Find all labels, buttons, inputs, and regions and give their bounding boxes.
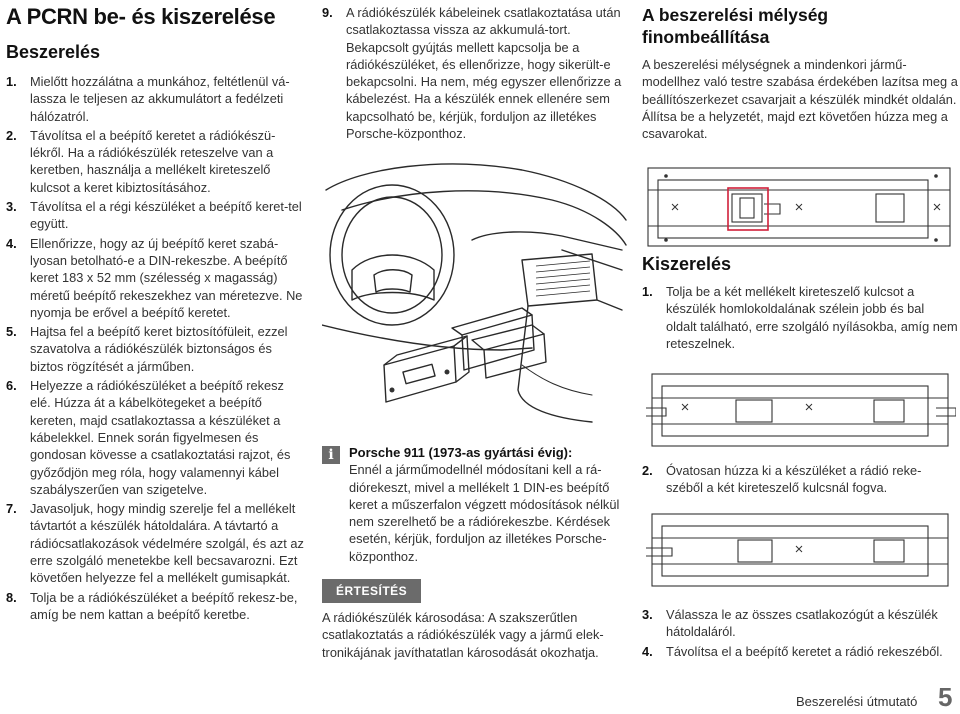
wire-bundle bbox=[522, 365, 592, 395]
step-number: 3. bbox=[6, 199, 17, 215]
info-box bbox=[322, 444, 630, 565]
removal-step bbox=[642, 283, 958, 352]
depth-adjust-diagram bbox=[646, 160, 956, 252]
install-step bbox=[6, 235, 306, 321]
frame-inner bbox=[658, 180, 928, 238]
depth-text: A beszerelési mélységnek a mindenkori jármű-modellhez való testre szabása érdekében lazítsa meg a beállítószerkezet csavarjait a készülék mindkét oldalán. Állítsa be a helyzetét, majd ezt követően húzza meg a csavarokat. bbox=[642, 57, 958, 142]
screw-marks bbox=[796, 546, 802, 552]
dashboard-illustration bbox=[322, 150, 628, 430]
info-icon: i bbox=[322, 446, 340, 464]
step-text: Távolítsa el a beépítő keretet a rádió rekeszéből. bbox=[666, 643, 943, 659]
step-number: 4. bbox=[6, 235, 17, 251]
screw-marks bbox=[682, 404, 812, 410]
step-number: 4. bbox=[642, 643, 653, 659]
step-text: Válassza le az összes csatlakozógút a készülék hátoldaláról. bbox=[666, 607, 938, 640]
hinge bbox=[764, 204, 780, 214]
radio-unit bbox=[384, 346, 456, 402]
install-step bbox=[6, 73, 306, 125]
install-step bbox=[6, 377, 306, 498]
right-block bbox=[876, 194, 904, 222]
device-inner bbox=[662, 386, 928, 436]
step-number: 6. bbox=[6, 378, 17, 394]
install-steps bbox=[6, 73, 306, 623]
step-number: 8. bbox=[6, 589, 17, 605]
removal-steps bbox=[642, 283, 958, 352]
install-step bbox=[322, 4, 630, 142]
pull-key bbox=[646, 548, 672, 556]
console-edge bbox=[518, 306, 592, 422]
step-text: Ellenőrizze, hogy az új beépítő keret szabá-lyosan betolható-e a DIN-rekeszbe. A beépítő keret 183 x 52 mm (szélesség x magasság) méretű beépítő rekeszekhez van méretezve. Ne nyomja be erővel a beépítő keretet. bbox=[30, 235, 303, 320]
removal-steps-3-4 bbox=[642, 606, 958, 662]
step-text: Mielőtt hozzálátna a munkához, feltétlenül vá-lassza le teljesen az akkumulátort a fedélzeti hálózatról. bbox=[30, 74, 290, 124]
steering-spoke bbox=[352, 255, 434, 300]
steering-hub bbox=[374, 270, 412, 292]
step-number: 1. bbox=[642, 284, 653, 299]
right-column bbox=[642, 0, 958, 142]
notice-badge: ÉRTESÍTÉS bbox=[322, 579, 421, 603]
step-number: 3. bbox=[642, 607, 653, 622]
step-text: Távolítsa el a régi készüléket a beépítő keret-tel együtt. bbox=[30, 199, 302, 232]
key-right bbox=[936, 408, 956, 416]
step-number: 2. bbox=[642, 463, 653, 478]
info-title: Porsche 911 (1973-as gyártási évig): bbox=[349, 445, 573, 460]
step-number: 5. bbox=[6, 324, 17, 340]
adjuster-slot bbox=[740, 198, 754, 218]
removal-step bbox=[642, 462, 958, 497]
step-text: A rádiókészülék kábeleinek csatlakoztatása után csatlakoztassa vissza az akkumulá-tort. Bekapcsolt gyújtás mellett kapcsolja be a rádiókészüléket, és ellenőrizze, hogy sikerült-e bekapcsolni. Ha nem, még egyszer ellenőrizze a kábelezést. Ha a készülék ennek ellenére sem kapcsolható be, kérjük, forduljon az illetékes Porsche-központhoz. bbox=[346, 5, 622, 142]
left-column bbox=[6, 0, 306, 625]
block bbox=[738, 540, 772, 562]
step-number: 7. bbox=[6, 501, 17, 517]
radio-slot-depth bbox=[452, 308, 532, 335]
removal-steps bbox=[642, 606, 958, 660]
console-side bbox=[597, 300, 622, 310]
install-step bbox=[6, 500, 306, 586]
info-body bbox=[349, 444, 630, 565]
screw-marks bbox=[672, 204, 940, 210]
block bbox=[874, 400, 904, 422]
install-step bbox=[6, 589, 306, 624]
step-text: Tolja be a két mellékelt kireteszelő kulcsot a készülék homlokoldalának szélein jobb és bal oldalt található, erre szolgáló nyílásokba, amíg nem reteszelnek. bbox=[666, 284, 958, 351]
step-number: 2. bbox=[6, 127, 17, 143]
page-number: 5 bbox=[938, 682, 953, 712]
key-left bbox=[646, 408, 666, 416]
middle-column bbox=[322, 0, 630, 144]
removal-diagram-keys bbox=[646, 370, 956, 450]
removal-steps bbox=[642, 462, 958, 497]
removal-diagram-pull bbox=[646, 508, 956, 592]
block bbox=[736, 400, 772, 422]
middle-column-lower bbox=[322, 438, 630, 661]
step-text: Óvatosan húzza ki a készüléket a rádió reke-széből a két kireteszelő kulcsnál fogva. bbox=[666, 463, 922, 496]
removal-step bbox=[642, 643, 958, 660]
step-number: 1. bbox=[6, 74, 17, 89]
removal-heading: Kiszerelés bbox=[642, 254, 732, 274]
install-step bbox=[6, 127, 306, 196]
console-panel bbox=[522, 254, 597, 306]
page-title: A PCRN be- és kiszerelése bbox=[6, 4, 276, 29]
install-steps-continued bbox=[322, 4, 630, 142]
step-text: Helyezze a rádiókészüléket a beépítő rekesz elé. Húzza át a kábelkötegeket a beépítő kereten, majd csatlakoztassa a készüléket a kábelekkel. Ennek során figyelmesen és gondosan kövesse a csatlakoztatási rajzot, és győződjön meg róla, hogy valamennyi kábel szabályszerűen van szigetelve. bbox=[30, 378, 291, 497]
step-text: Távolítsa el a beépítő keretet a rádiókészü-lékről. Ha a rádiókészülék reteszelve van a keretben, használja a mellékelt kireteszelő kulcsot a keret kibiztosításához. bbox=[30, 127, 276, 195]
removal-step bbox=[642, 606, 958, 641]
radio-display bbox=[403, 364, 435, 383]
depth-heading: A beszerelési mélység finombeállítása bbox=[642, 5, 829, 47]
dashboard-top-contour bbox=[326, 164, 626, 220]
step-number: 9. bbox=[322, 5, 333, 20]
step-text: Hajtsa fel a beépítő keret biztosítófüleit, ezzel szavatolva a rádiókészülék biztonságos és biztos rögzítését a járműben. bbox=[30, 324, 288, 374]
notice-text: A rádiókészülék károsodása: A szakszerűtlen csatlakoztatás a rádiókészülék vagy a jármű elek-tronikájának javíthatatlan károsodását okozhatja. bbox=[322, 610, 604, 660]
step-text: Javasoljuk, hogy mindig szerelje fel a mellékelt távtartót a készülék hátoldalára. A távtartó a rádiócsatlakozások védelmére szolgál, és azt az erre szolgáló menetekbe kell becsavarozni. Ezt követően helyezze fel a mellékelt gumisapkát. bbox=[30, 501, 304, 586]
block bbox=[874, 540, 904, 562]
frame-dots bbox=[664, 174, 938, 242]
console-left bbox=[472, 232, 622, 250]
install-step bbox=[6, 198, 306, 233]
install-heading: Beszerelés bbox=[6, 42, 101, 62]
vent-grille bbox=[536, 261, 590, 296]
info-text: Ennél a járműmodellnél módosítani kell a rá-diórekeszt, mivel a mellékelt 1 DIN-es beépítő keret a műszerfalon végzett módosítások nélkül nem szerelhető be a rádiórekeszbe. Kérdések esetén, kérjük, forduljon az illetékes Porsche-központhoz. bbox=[349, 462, 620, 564]
radio-knobs bbox=[390, 370, 450, 393]
footer-label: Beszerelési útmutató bbox=[796, 694, 918, 709]
dashboard-ridge bbox=[342, 191, 626, 245]
step-text: Tolja be a rádiókészüléket a beépítő rekesz-be, amíg be nem kattan a beépítő keretbe. bbox=[30, 589, 298, 622]
install-step bbox=[6, 323, 306, 375]
removal-section bbox=[642, 254, 958, 354]
device-inner bbox=[662, 526, 928, 576]
removal-step2 bbox=[642, 462, 958, 499]
